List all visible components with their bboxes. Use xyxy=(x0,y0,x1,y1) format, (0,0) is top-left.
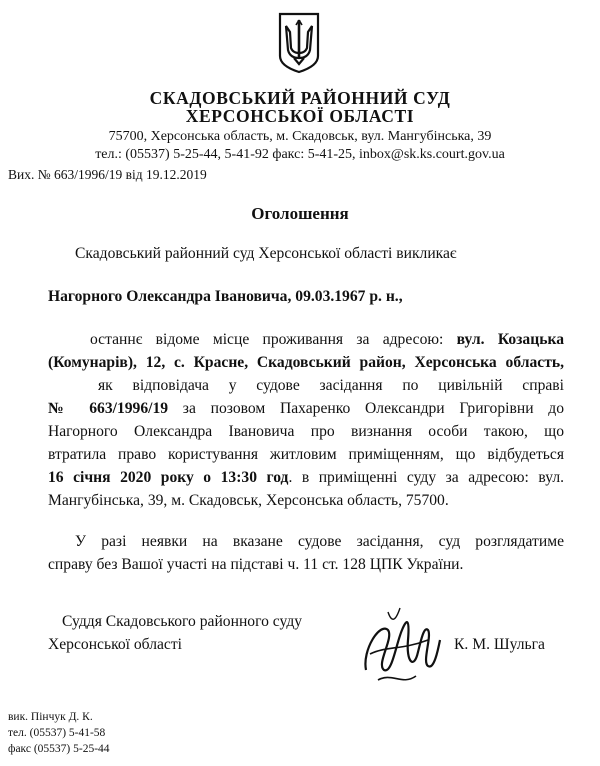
p1-line1 xyxy=(90,329,564,352)
p1-line4 xyxy=(48,398,564,421)
p2-line1: У разі неявки на вказане судове засідання, суд розглядатиме xyxy=(75,533,564,550)
outgoing-number: Вих. № 663/1996/19 від 19.12.2019 xyxy=(8,167,207,182)
p1-line3: як відповідача у судове засідання по цивільній справі xyxy=(98,377,564,394)
p1-line6: втратила право користування житловим приміщенням, що відбудеться xyxy=(48,446,564,463)
coat-of-arms-icon xyxy=(277,12,321,74)
judge-role-line2: Херсонської області xyxy=(48,636,183,653)
claim-text: за позовом Пахаренко Олександри Григорівни до xyxy=(168,400,564,417)
judge-role-line1: Суддя Скадовського районного суду xyxy=(62,613,303,630)
residence-label: останнє відоме місце проживання за адресою: xyxy=(90,331,457,348)
court-name-line1: СКАДОВСЬКИЙ РАЙОННИЙ СУД xyxy=(149,88,451,108)
executor-fax: факс (05537) 5-25-44 xyxy=(8,743,110,755)
p1-line5: Нагорного Олександра Івановича про визнання особи такою, що xyxy=(48,423,564,440)
court-contacts: тел.: (05537) 5-25-44, 5-41-92 факс: 5-41-25, inbox@sk.ks.court.gov.ua xyxy=(95,147,505,162)
court-name-line2: ХЕРСОНСЬКОЇ ОБЛАСТІ xyxy=(185,106,415,126)
residence-street: вул. Козацька xyxy=(456,331,564,348)
p1-line2: (Комунарів), 12, с. Красне, Скадовський район, Херсонська область, xyxy=(48,354,564,371)
hearing-datetime: 16 січня 2020 року о 13:30 год xyxy=(48,469,289,486)
judge-name: К. М. Шульга xyxy=(454,636,545,653)
court-address: 75700, Херсонська область, м. Скадовськ, вул. Мангубінська, 39 xyxy=(108,129,492,144)
document-title: Оголошення xyxy=(251,204,349,223)
p1-line7 xyxy=(48,467,564,490)
executor: вик. Пінчук Д. К. xyxy=(8,711,93,723)
person-name: Нагорного Олександра Івановича, 09.03.1967 р. н., xyxy=(48,288,403,305)
p2-line2: справу без Вашої участі на підставі ч. 11 ст. 128 ЦПК України. xyxy=(48,556,464,573)
intro-line: Скадовський районний суд Херсонської області викликає xyxy=(75,245,457,262)
case-number: № 663/1996/19 xyxy=(48,400,169,417)
hearing-place: . в приміщенні суду за адресою: вул. xyxy=(288,469,565,486)
executor-phone: тел. (05537) 5-41-58 xyxy=(8,727,106,739)
p1-line8: Мангубінська, 39, м. Скадовськ, Херсонська область, 75700. xyxy=(48,492,449,509)
handwritten-signature xyxy=(358,600,448,690)
